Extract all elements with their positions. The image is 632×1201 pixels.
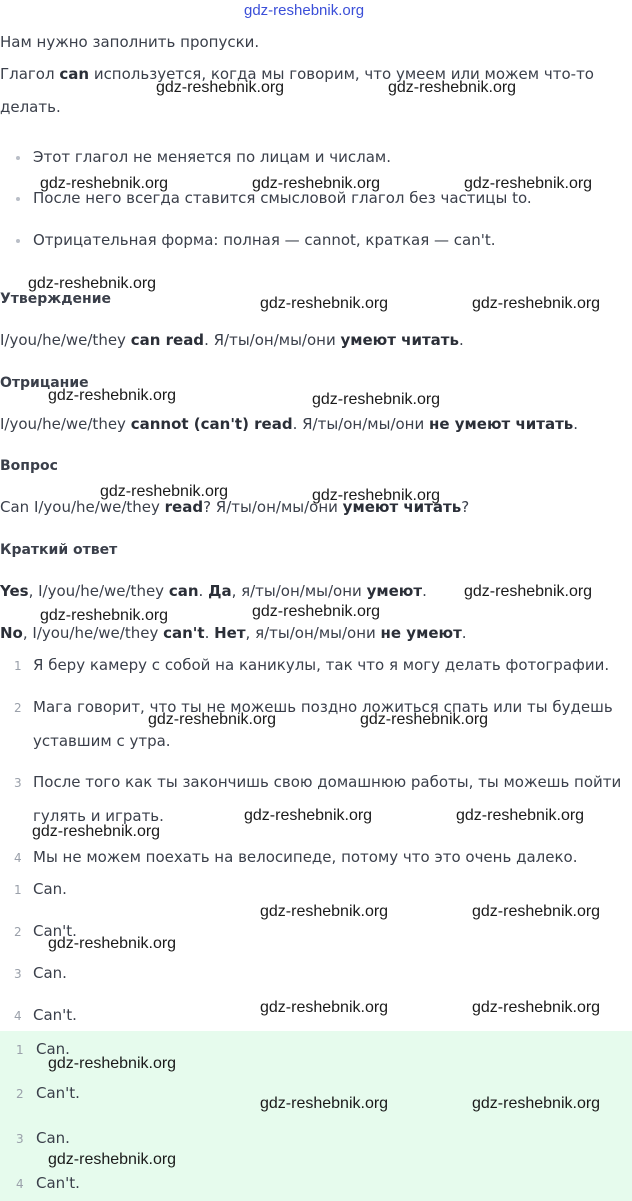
watermark: gdz-reshebnik.org bbox=[100, 483, 229, 500]
watermark: gdz-reshebnik.org bbox=[472, 295, 601, 312]
watermark: gdz-reshebnik.org bbox=[312, 487, 441, 504]
text-bold: Yes bbox=[0, 582, 29, 600]
watermark: gdz-reshebnik.org bbox=[48, 387, 177, 404]
watermark: gdz-reshebnik.org bbox=[472, 903, 601, 920]
text-bold: read bbox=[164, 498, 204, 516]
text-part: I/you/he/we/they bbox=[0, 415, 131, 433]
heading-affirmative: Утверждение bbox=[0, 291, 111, 307]
watermark: gdz-reshebnik.org bbox=[464, 583, 593, 600]
short-answer-yes bbox=[0, 581, 427, 601]
list-number: 2 bbox=[14, 701, 22, 715]
text-bold: умеют bbox=[366, 582, 423, 600]
translation-item: Мага говорит, что ты не можешь поздно ложиться спать или ты будешь bbox=[33, 698, 613, 716]
watermark: gdz-reshebnik.org bbox=[360, 711, 489, 728]
intro-line-3: делать. bbox=[0, 98, 61, 116]
list-number: 2 bbox=[16, 1087, 24, 1101]
watermark: gdz-reshebnik.org bbox=[48, 935, 177, 952]
text-part: . Я/ты/он/мы/они bbox=[204, 331, 341, 349]
text-part: ? bbox=[461, 498, 470, 516]
text-part: , я/ты/он/мы/они bbox=[245, 624, 381, 642]
list-number: 1 bbox=[16, 1043, 24, 1057]
intro-line-2-pre: Глагол bbox=[0, 65, 60, 83]
text-part: , я/ты/он/мы/они bbox=[231, 582, 367, 600]
watermark: gdz-reshebnik.org bbox=[40, 175, 169, 192]
final-answer-item: Can. bbox=[36, 1040, 70, 1058]
bullet-item: Отрицательная форма: полная — cannot, краткая — can't. bbox=[33, 231, 496, 249]
answer-item: Can't. bbox=[33, 922, 77, 940]
text-part: . bbox=[198, 582, 209, 600]
watermark: gdz-reshebnik.org bbox=[252, 175, 381, 192]
final-answer-item: Can. bbox=[36, 1129, 70, 1147]
text-bold: No bbox=[0, 624, 23, 642]
intro-can-bold: can bbox=[59, 65, 90, 83]
intro-line-2-post: используется, когда мы говорим, что умеем или можем что-то bbox=[89, 65, 594, 83]
text-part: ? Я/ты/он/мы/они bbox=[203, 498, 343, 516]
text-bold: не умеют bbox=[380, 624, 462, 642]
heading-negative: Отрицание bbox=[0, 375, 89, 391]
text-part: , I/you/he/we/they bbox=[22, 624, 164, 642]
list-number: 1 bbox=[14, 659, 22, 673]
bullet-dot-icon bbox=[16, 239, 20, 243]
bullet-dot-icon bbox=[16, 197, 20, 201]
watermark: gdz-reshebnik.org bbox=[156, 79, 285, 96]
watermark: gdz-reshebnik.org bbox=[260, 999, 389, 1016]
text-bold: умеют читать bbox=[340, 331, 459, 349]
text-bold: cannot (can't) read bbox=[130, 415, 293, 433]
answer-item: Can. bbox=[33, 880, 67, 898]
text-bold: Нет bbox=[214, 624, 246, 642]
text-part: . bbox=[461, 624, 467, 642]
watermark: gdz-reshebnik.org bbox=[260, 1095, 389, 1112]
watermark: gdz-reshebnik.org bbox=[464, 175, 593, 192]
list-number: 3 bbox=[14, 776, 22, 790]
text-bold: умеют читать bbox=[342, 498, 462, 516]
list-number: 2 bbox=[14, 925, 22, 939]
list-number: 3 bbox=[14, 967, 22, 981]
short-answer-no bbox=[0, 623, 467, 643]
heading-question: Вопрос bbox=[0, 458, 58, 474]
translation-item-cont: гулять и играть. bbox=[33, 807, 164, 825]
site-watermark-top[interactable]: gdz-reshebnik.org bbox=[244, 2, 365, 19]
text-part: . bbox=[458, 331, 464, 349]
watermark: gdz-reshebnik.org bbox=[32, 823, 161, 840]
final-answer-item: Can't. bbox=[36, 1084, 80, 1102]
text-part: . bbox=[422, 582, 427, 600]
watermark: gdz-reshebnik.org bbox=[388, 79, 517, 96]
translation-item: После того как ты закончишь свою домашнюю работы, ты можешь пойти bbox=[33, 773, 622, 791]
text-part: Can I/you/he/we/they bbox=[0, 498, 165, 516]
final-answer-item: Can't. bbox=[36, 1174, 80, 1192]
watermark: gdz-reshebnik.org bbox=[260, 903, 389, 920]
negative-example bbox=[0, 414, 578, 434]
text-bold: не умеют читать bbox=[429, 415, 574, 433]
watermark: gdz-reshebnik.org bbox=[48, 1055, 177, 1072]
text-part: . bbox=[573, 415, 579, 433]
watermark: gdz-reshebnik.org bbox=[48, 1151, 177, 1168]
watermark: gdz-reshebnik.org bbox=[472, 1095, 601, 1112]
watermark: gdz-reshebnik.org bbox=[244, 807, 373, 824]
answer-item: Can. bbox=[33, 964, 67, 982]
watermark: gdz-reshebnik.org bbox=[260, 295, 389, 312]
text-part: I/you/he/we/they bbox=[0, 331, 131, 349]
translation-item: Мы не можем поехать на велосипеде, потому что это очень далеко. bbox=[33, 848, 578, 866]
watermark: gdz-reshebnik.org bbox=[252, 603, 381, 620]
heading-short-answer: Краткий ответ bbox=[0, 542, 118, 558]
affirmative-example bbox=[0, 330, 464, 350]
text-bold: Да bbox=[208, 582, 232, 600]
list-number: 1 bbox=[14, 883, 22, 897]
bullet-dot-icon bbox=[16, 156, 20, 160]
text-bold: can't bbox=[163, 624, 205, 642]
watermark: gdz-reshebnik.org bbox=[312, 391, 441, 408]
text-bold: can bbox=[168, 582, 199, 600]
answer-item: Can't. bbox=[33, 1006, 77, 1024]
list-number: 3 bbox=[16, 1132, 24, 1146]
text-part: , I/you/he/we/they bbox=[28, 582, 169, 600]
bullet-item: После него всегда ставится смысловой глагол без частицы to. bbox=[33, 189, 532, 207]
list-number: 4 bbox=[14, 851, 22, 865]
text-bold: can read bbox=[130, 331, 205, 349]
list-number: 4 bbox=[14, 1009, 22, 1023]
intro-line-1: Нам нужно заполнить пропуски. bbox=[0, 33, 260, 51]
watermark: gdz-reshebnik.org bbox=[28, 275, 157, 292]
bullet-item: Этот глагол не меняется по лицам и числам. bbox=[33, 148, 391, 166]
watermark: gdz-reshebnik.org bbox=[456, 807, 585, 824]
watermark: gdz-reshebnik.org bbox=[148, 711, 277, 728]
watermark: gdz-reshebnik.org bbox=[40, 607, 169, 624]
text-part: . Я/ты/он/мы/они bbox=[292, 415, 429, 433]
translation-item-cont: уставшим с утра. bbox=[33, 732, 171, 750]
list-number: 4 bbox=[16, 1177, 24, 1191]
translation-item: Я беру камеру с собой на каникулы, так что я могу делать фотографии. bbox=[33, 656, 610, 674]
watermark: gdz-reshebnik.org bbox=[472, 999, 601, 1016]
text-part: . bbox=[204, 624, 215, 642]
